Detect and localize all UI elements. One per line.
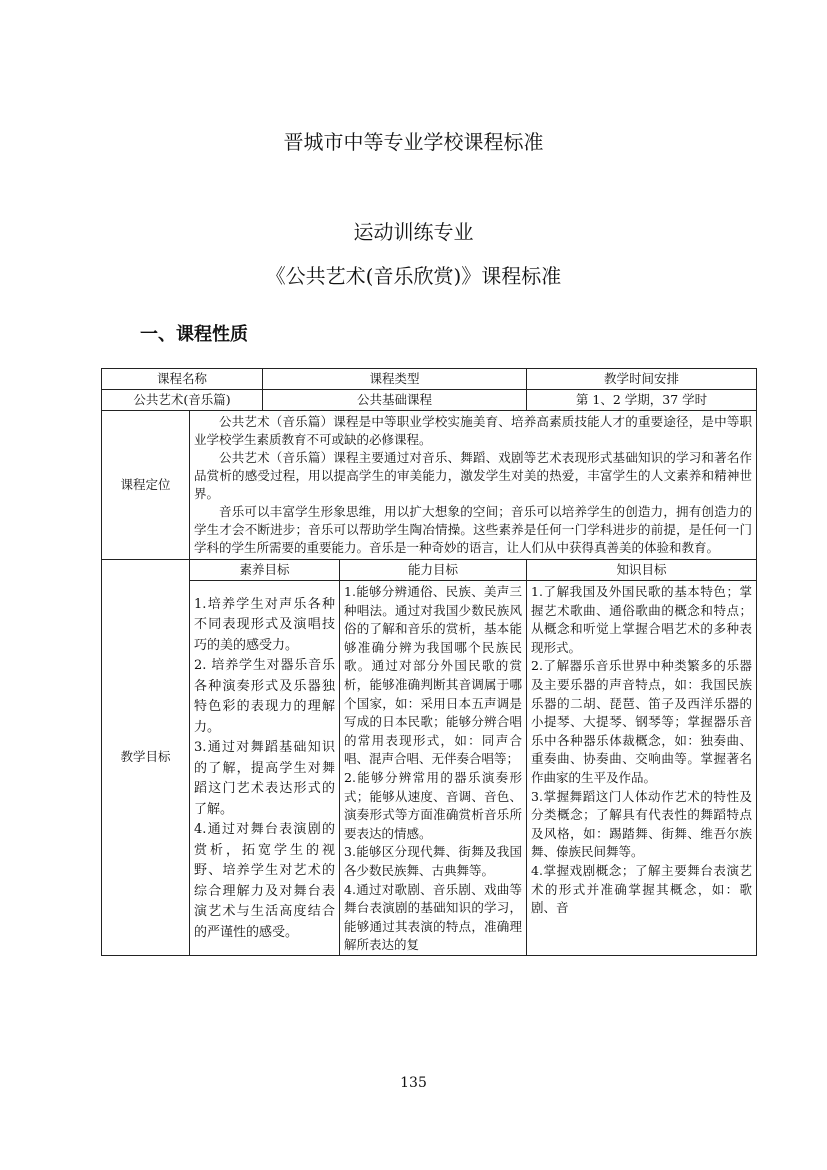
table-header-row <box>102 369 757 390</box>
page-number: 135 <box>400 1075 427 1091</box>
table-row <box>102 390 757 411</box>
course-standard-table <box>101 368 757 956</box>
positioning-paragraph: 音乐可以丰富学生形象思维，用以扩大想象的空间；音乐可以培养学生的创造力，拥有创造力的学生才会不断进步；音乐可以帮助学生陶冶情操。这些素养是任何一门学科进步的前提，是任何一门学科的学生所需要的重要能力。音乐是一种奇妙的语言，让人们从中获得真善美的体验和教育。 <box>194 504 753 555</box>
positioning-label: 课程定位 <box>102 411 190 560</box>
positioning-content <box>190 411 757 560</box>
header-knowledge-goals: 知识目标 <box>527 560 757 581</box>
list-item: 2.了解器乐音乐世界中种类繁多的乐器及主要乐器的声音特点，如：我国民族乐器的二胡、琵琶、笛子及西洋乐器的小提琴、大提琴、钢琴等；掌握器乐音乐中各种器乐体裁概念，如：独奏曲、重奏曲、协奏曲、交响曲等。掌握著名作曲家的生平及作品。 <box>531 658 753 785</box>
objectives-content-row <box>102 581 757 956</box>
header-schedule: 教学时间安排 <box>527 369 757 390</box>
header-course-type: 课程类型 <box>263 369 527 390</box>
course-name-value: 公共艺术(音乐篇) <box>102 390 263 411</box>
knowledge-goals-list <box>527 581 757 956</box>
schedule-value: 第 1、2 学期，37 学时 <box>527 390 757 411</box>
positioning-paragraph: 公共艺术（音乐篇）课程主要通过对音乐、舞蹈、戏剧等艺术表现形式基础知识的学习和著名作品赏析的感受过程，用以提高学生的审美能力，激发学生对美的热爱，丰富学生的人文素养和精神世界。 <box>194 450 753 501</box>
list-item: 2. 培养学生对器乐音乐各种演奏形式及乐器独特色彩的表现力的理解力。 <box>194 658 336 735</box>
ability-goals-list <box>340 581 527 956</box>
literacy-goals-list <box>190 581 340 956</box>
header-course-name: 课程名称 <box>102 369 263 390</box>
document-title: 晋城市中等专业学校课程标准 <box>283 130 544 154</box>
header-literacy-goals: 素养目标 <box>190 560 340 581</box>
course-type-value: 公共基础课程 <box>263 390 527 411</box>
objectives-label: 教学目标 <box>102 560 190 956</box>
section-heading: 一、课程性质 <box>140 324 248 345</box>
list-item: 1.了解我国及外国民歌的基本特色；掌握艺术歌曲、通俗歌曲的概念和特点；从概念和听觉上掌握合唱艺术的多种表现形式。 <box>531 584 753 655</box>
objectives-header-row <box>102 560 757 581</box>
list-item: 3.通过对舞蹈基础知识的了解，提高学生对舞蹈这门艺术表达形式的了解。 <box>194 740 336 817</box>
list-item: 4.通过对歌剧、音乐剧、戏曲等舞台表演剧的基础知识的学习，能够通过其表演的特点，准确理解所表达的复 <box>344 881 523 953</box>
list-item: 1.培养学生对声乐各种不同表现形式及演唱技巧的美的感受力。 <box>194 596 336 653</box>
major-title: 运动训练专业 <box>353 220 474 244</box>
list-item: 3.能够区分现代舞、街舞及我国各少数民族舞、古典舞等。 <box>344 844 523 878</box>
positioning-row <box>102 411 757 560</box>
list-item: 1.能够分辨通俗、民族、美声三种唱法。通过对我国少数民族风俗的了解和音乐的赏析，基本能够准确分辨为我国哪个民族民歌。通过对部分外国民歌的赏析，能够准确判断其音调属于哪个国家，如：采用日本五声调是写成的日本民歌；能够分辨合唱的常用表现形式，如：同声合唱、混声合唱、无伴奏合唱等； <box>344 584 523 767</box>
course-title: 《公共艺术(音乐欣赏)》课程标准 <box>265 264 562 288</box>
positioning-paragraph: 公共艺术（音乐篇）课程是中等职业学校实施美育、培养高素质技能人才的重要途径，是中等职业学校学生素质教育不可或缺的必修课程。 <box>194 414 753 447</box>
list-item: 2.能够分辨常用的器乐演奏形式；能够从速度、音调、音色、演奏形式等方面准确赏析音乐所要表达的情感。 <box>344 769 523 841</box>
list-item: 3.掌握舞蹈这门人体动作艺术的特性及分类概念；了解具有代表性的舞蹈特点及风格，如：踢踏舞、街舞、维吾尔族舞、傣族民间舞等。 <box>531 788 753 860</box>
list-item: 4.掌握戏剧概念；了解主要舞台表演艺术的形式并准确掌握其概念，如：歌剧、音 <box>531 862 753 916</box>
header-ability-goals: 能力目标 <box>340 560 527 581</box>
list-item: 4.通过对舞台表演剧的赏析，拓宽学生的视野、培养学生对艺术的综合理解力及对舞台表演艺术与生活高度结合的严谨性的感受。 <box>194 822 336 940</box>
